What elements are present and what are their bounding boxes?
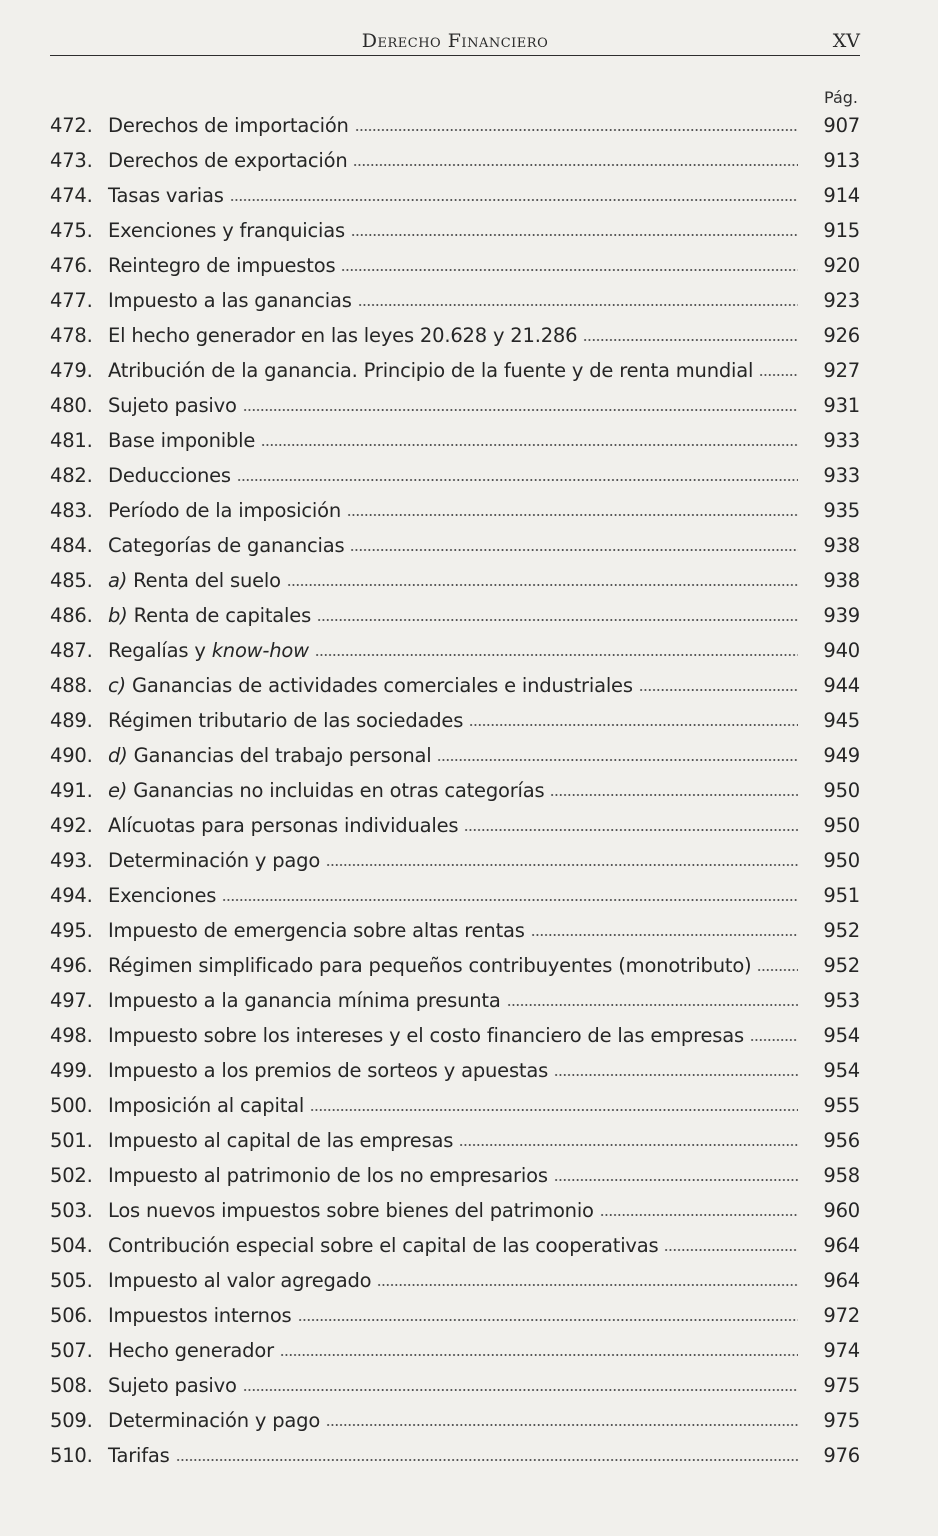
entry-page-number: 950 [823, 814, 860, 837]
entry-page-number: 952 [823, 954, 860, 977]
dot-leader [326, 863, 798, 867]
entry-title-text: Impuesto de emergencia sobre altas rentas [108, 919, 525, 942]
entry-page-number: 914 [823, 184, 860, 207]
running-header [50, 27, 860, 56]
entry-title [108, 849, 320, 872]
page-column-label: Pág. [824, 88, 858, 107]
entry-number: 473. [50, 149, 93, 172]
entry-number: 484. [50, 534, 93, 557]
dot-leader [341, 268, 798, 272]
entry-page-number: 938 [823, 569, 860, 592]
entry-title [108, 919, 525, 942]
dot-leader [280, 1353, 798, 1357]
entry-title [108, 1199, 594, 1222]
entry-title [108, 954, 751, 977]
entry-title-text: Imposición al capital [108, 1094, 305, 1117]
dot-leader [358, 303, 798, 307]
entry-title [108, 359, 753, 382]
entry-title-text: Renta del suelo [133, 569, 281, 592]
entry-number: 504. [50, 1234, 93, 1257]
dot-leader [317, 618, 798, 622]
dot-leader [639, 688, 798, 692]
entry-title-italic-suffix: know-how [211, 639, 309, 662]
table-of-contents [50, 108, 860, 1473]
dot-leader [459, 1143, 798, 1147]
entry-title-text: Alícuotas para personas individuales [108, 814, 459, 837]
entry-title [108, 639, 309, 662]
entry-title-text: Régimen tributario de las sociedades [108, 709, 464, 732]
entry-title [108, 219, 345, 242]
entry-page-number: 974 [823, 1339, 860, 1362]
entry-title-text: Base imponible [108, 429, 256, 452]
entry-title-italic-prefix: e) [108, 779, 128, 802]
entry-title-text: Sujeto pasivo [108, 394, 237, 417]
entry-number: 500. [50, 1094, 93, 1117]
dot-leader [347, 513, 798, 517]
dot-leader [531, 933, 798, 937]
entry-title [108, 1409, 320, 1432]
entry-title-text: Sujeto pasivo [108, 1374, 237, 1397]
entry-page-number: 913 [823, 149, 860, 172]
entry-title-text: Período de la imposición [108, 499, 341, 522]
entry-number: 501. [50, 1129, 93, 1152]
dot-leader [464, 828, 798, 832]
entry-number: 499. [50, 1059, 93, 1082]
entry-title [108, 989, 501, 1012]
entry-number: 491. [50, 779, 93, 802]
entry-title-text: Ganancias del trabajo personal [133, 744, 432, 767]
entry-page-number: 960 [823, 1199, 860, 1222]
entry-title-text: Exenciones [108, 884, 217, 907]
toc-entry [50, 633, 860, 668]
entry-page-number: 951 [823, 884, 860, 907]
dot-leader [230, 198, 798, 202]
entry-title [108, 394, 237, 417]
toc-entry [50, 703, 860, 738]
dot-leader [261, 443, 798, 447]
entry-number: 498. [50, 1024, 93, 1047]
toc-entry [50, 458, 860, 493]
dot-leader [353, 163, 798, 167]
entry-title [108, 1304, 292, 1327]
entry-number: 472. [50, 114, 93, 137]
dot-leader [437, 758, 798, 762]
dot-leader [757, 968, 798, 972]
entry-title-text: Deducciones [108, 464, 231, 487]
entry-number: 486. [50, 604, 93, 627]
entry-page-number: 923 [823, 289, 860, 312]
entry-title [108, 1129, 453, 1152]
entry-number: 493. [50, 849, 93, 872]
entry-title-text: Reintegro de impuestos [108, 254, 336, 277]
header-page-number: XV [832, 30, 860, 52]
entry-number: 489. [50, 709, 93, 732]
toc-entry [50, 1298, 860, 1333]
toc-entry [50, 563, 860, 598]
entry-title [108, 569, 281, 592]
toc-entry [50, 808, 860, 843]
entry-page-number: 949 [823, 744, 860, 767]
entry-page-number: 931 [823, 394, 860, 417]
dot-leader [355, 128, 798, 132]
entry-page-number: 953 [823, 989, 860, 1012]
toc-entry [50, 668, 860, 703]
entry-title-text: Contribución especial sobre el capital de las cooperativas [108, 1234, 659, 1257]
entry-page-number: 938 [823, 534, 860, 557]
toc-entry [50, 1228, 860, 1263]
dot-leader [326, 1423, 798, 1427]
entry-title [108, 1339, 274, 1362]
toc-entry [50, 598, 860, 633]
entry-title [108, 324, 577, 347]
entry-title-text: Renta de capitales [133, 604, 312, 627]
dot-leader [507, 1003, 798, 1007]
toc-entry [50, 1193, 860, 1228]
entry-title-text: Los nuevos impuestos sobre bienes del patrimonio [108, 1199, 594, 1222]
entry-page-number: 935 [823, 499, 860, 522]
entry-title [108, 289, 352, 312]
dot-leader [315, 653, 798, 657]
entry-number: 476. [50, 254, 93, 277]
entry-page-number: 939 [823, 604, 860, 627]
entry-title-text: Determinación y pago [108, 1409, 321, 1432]
entry-number: 481. [50, 429, 93, 452]
toc-entry [50, 913, 860, 948]
dot-leader [377, 1283, 798, 1287]
entry-number: 507. [50, 1339, 93, 1362]
entry-page-number: 944 [823, 674, 860, 697]
entry-number: 494. [50, 884, 93, 907]
toc-entry [50, 1088, 860, 1123]
entry-page-number: 950 [823, 849, 860, 872]
toc-entry [50, 388, 860, 423]
toc-entry [50, 1123, 860, 1158]
entry-page-number: 907 [823, 114, 860, 137]
entry-number: 482. [50, 464, 93, 487]
entry-page-number: 915 [823, 219, 860, 242]
entry-page-number: 940 [823, 639, 860, 662]
entry-page-number: 952 [823, 919, 860, 942]
entry-title [108, 1374, 237, 1397]
entry-title-text: Impuesto a las ganancias [108, 289, 352, 312]
entry-title [108, 604, 311, 627]
entry-page-number: 955 [823, 1094, 860, 1117]
entry-title-text: Categorías de ganancias [108, 534, 345, 557]
dot-leader [243, 1388, 798, 1392]
toc-entry [50, 283, 860, 318]
dot-leader [287, 583, 798, 587]
entry-number: 508. [50, 1374, 93, 1397]
toc-entry [50, 248, 860, 283]
entry-page-number: 926 [823, 324, 860, 347]
entry-number: 497. [50, 989, 93, 1012]
toc-entry [50, 843, 860, 878]
dot-leader [243, 408, 798, 412]
entry-number: 509. [50, 1409, 93, 1432]
entry-title-text: Regalías y [108, 639, 206, 662]
entry-title-italic-prefix: c) [108, 674, 126, 697]
entry-title [108, 1234, 658, 1257]
entry-number: 487. [50, 639, 93, 662]
entry-number: 505. [50, 1269, 93, 1292]
entry-page-number: 920 [823, 254, 860, 277]
toc-entry [50, 1018, 860, 1053]
entry-number: 475. [50, 219, 93, 242]
dot-leader [750, 1038, 798, 1042]
entry-number: 503. [50, 1199, 93, 1222]
entry-number: 485. [50, 569, 93, 592]
entry-title-text: Impuesto al capital de las empresas [108, 1129, 454, 1152]
dot-leader [298, 1318, 798, 1322]
toc-entry [50, 1438, 860, 1473]
toc-entry [50, 1333, 860, 1368]
entry-page-number: 976 [823, 1444, 860, 1467]
toc-entry [50, 948, 860, 983]
toc-entry [50, 1368, 860, 1403]
entry-title-text: Ganancias no incluidas en otras categorías [133, 779, 545, 802]
entry-page-number: 933 [823, 464, 860, 487]
entry-page-number: 945 [823, 709, 860, 732]
entry-title-text: Impuesto sobre los intereses y el costo financiero de las empresas [108, 1024, 744, 1047]
entry-title-text: Impuesto al patrimonio de los no empresarios [108, 1164, 548, 1187]
entry-page-number: 927 [823, 359, 860, 382]
entry-title-text: Ganancias de actividades comerciales e industriales [131, 674, 633, 697]
entry-number: 510. [50, 1444, 93, 1467]
toc-entry [50, 423, 860, 458]
entry-title-text: Determinación y pago [108, 849, 321, 872]
entry-number: 502. [50, 1164, 93, 1187]
entry-page-number: 950 [823, 779, 860, 802]
entry-title [108, 1059, 548, 1082]
toc-entry [50, 353, 860, 388]
entry-title-italic-prefix: d) [108, 744, 128, 767]
entry-page-number: 956 [823, 1129, 860, 1152]
entry-page-number: 954 [823, 1024, 860, 1047]
entry-title-text: Impuestos internos [108, 1304, 292, 1327]
entry-number: 474. [50, 184, 93, 207]
entry-title [108, 114, 349, 137]
toc-entry [50, 143, 860, 178]
dot-leader [237, 478, 798, 482]
entry-title [108, 1269, 371, 1292]
dot-leader [583, 338, 798, 342]
entry-title-text: Régimen simplificado para pequeños contribuyentes (monotributo) [108, 954, 752, 977]
toc-entry [50, 878, 860, 913]
entry-title [108, 1444, 170, 1467]
entry-title [108, 499, 341, 522]
toc-entry [50, 318, 860, 353]
entry-title-text: Hecho generador [108, 1339, 274, 1362]
entry-number: 496. [50, 954, 93, 977]
entry-page-number: 964 [823, 1234, 860, 1257]
entry-title-text: Derechos de importación [108, 114, 349, 137]
dot-leader [310, 1108, 798, 1112]
entry-number: 479. [50, 359, 93, 382]
dot-leader [222, 898, 798, 902]
entry-number: 483. [50, 499, 93, 522]
entry-title-text: Exenciones y franquicias [108, 219, 345, 242]
entry-page-number: 933 [823, 429, 860, 452]
toc-entry [50, 1053, 860, 1088]
entry-title-text: Impuesto a la ganancia mínima presunta [108, 989, 501, 1012]
toc-entry [50, 528, 860, 563]
entry-number: 480. [50, 394, 93, 417]
entry-number: 490. [50, 744, 93, 767]
toc-entry [50, 1403, 860, 1438]
toc-entry [50, 1263, 860, 1298]
header-title: Derecho Financiero [361, 30, 549, 52]
entry-number: 495. [50, 919, 93, 942]
dot-leader [600, 1213, 798, 1217]
entry-page-number: 954 [823, 1059, 860, 1082]
entry-title [108, 429, 255, 452]
entry-title-text: Atribución de la ganancia. Principio de la fuente y de renta mundial [108, 359, 754, 382]
entry-title [108, 674, 633, 697]
entry-number: 492. [50, 814, 93, 837]
dot-leader [554, 1073, 798, 1077]
entry-title [108, 1024, 744, 1047]
entry-title [108, 149, 347, 172]
entry-number: 478. [50, 324, 93, 347]
toc-entry [50, 213, 860, 248]
dot-leader [759, 373, 798, 377]
entry-title-italic-prefix: b) [108, 604, 128, 627]
entry-number: 477. [50, 289, 93, 312]
toc-entry [50, 738, 860, 773]
entry-title [108, 1164, 548, 1187]
entry-title-italic-prefix: a) [108, 569, 128, 592]
dot-leader [176, 1458, 798, 1462]
toc-entry [50, 493, 860, 528]
entry-title-text: Derechos de exportación [108, 149, 348, 172]
dot-leader [550, 793, 798, 797]
entry-title-text: Tarifas [108, 1444, 170, 1467]
entry-page-number: 958 [823, 1164, 860, 1187]
entry-title [108, 779, 544, 802]
entry-title-text: Impuesto al valor agregado [108, 1269, 372, 1292]
entry-page-number: 964 [823, 1269, 860, 1292]
entry-title [108, 184, 224, 207]
entry-page-number: 972 [823, 1304, 860, 1327]
toc-entry [50, 178, 860, 213]
entry-title-text: Tasas varias [108, 184, 224, 207]
toc-entry [50, 108, 860, 143]
entry-title [108, 464, 231, 487]
dot-leader [469, 723, 798, 727]
toc-entry [50, 773, 860, 808]
dot-leader [351, 233, 798, 237]
entry-page-number: 975 [823, 1374, 860, 1397]
entry-page-number: 975 [823, 1409, 860, 1432]
entry-title-text: El hecho generador en las leyes 20.628 y 21.286 [108, 324, 578, 347]
dot-leader [350, 548, 798, 552]
entry-title [108, 884, 216, 907]
entry-title [108, 254, 335, 277]
toc-entry [50, 983, 860, 1018]
entry-title [108, 814, 458, 837]
entry-number: 488. [50, 674, 93, 697]
entry-title-text: Impuesto a los premios de sorteos y apuestas [108, 1059, 549, 1082]
entry-title [108, 744, 431, 767]
dot-leader [664, 1248, 798, 1252]
entry-title [108, 1094, 304, 1117]
entry-title [108, 534, 344, 557]
entry-title [108, 709, 463, 732]
toc-entry [50, 1158, 860, 1193]
entry-number: 506. [50, 1304, 93, 1327]
dot-leader [554, 1178, 798, 1182]
